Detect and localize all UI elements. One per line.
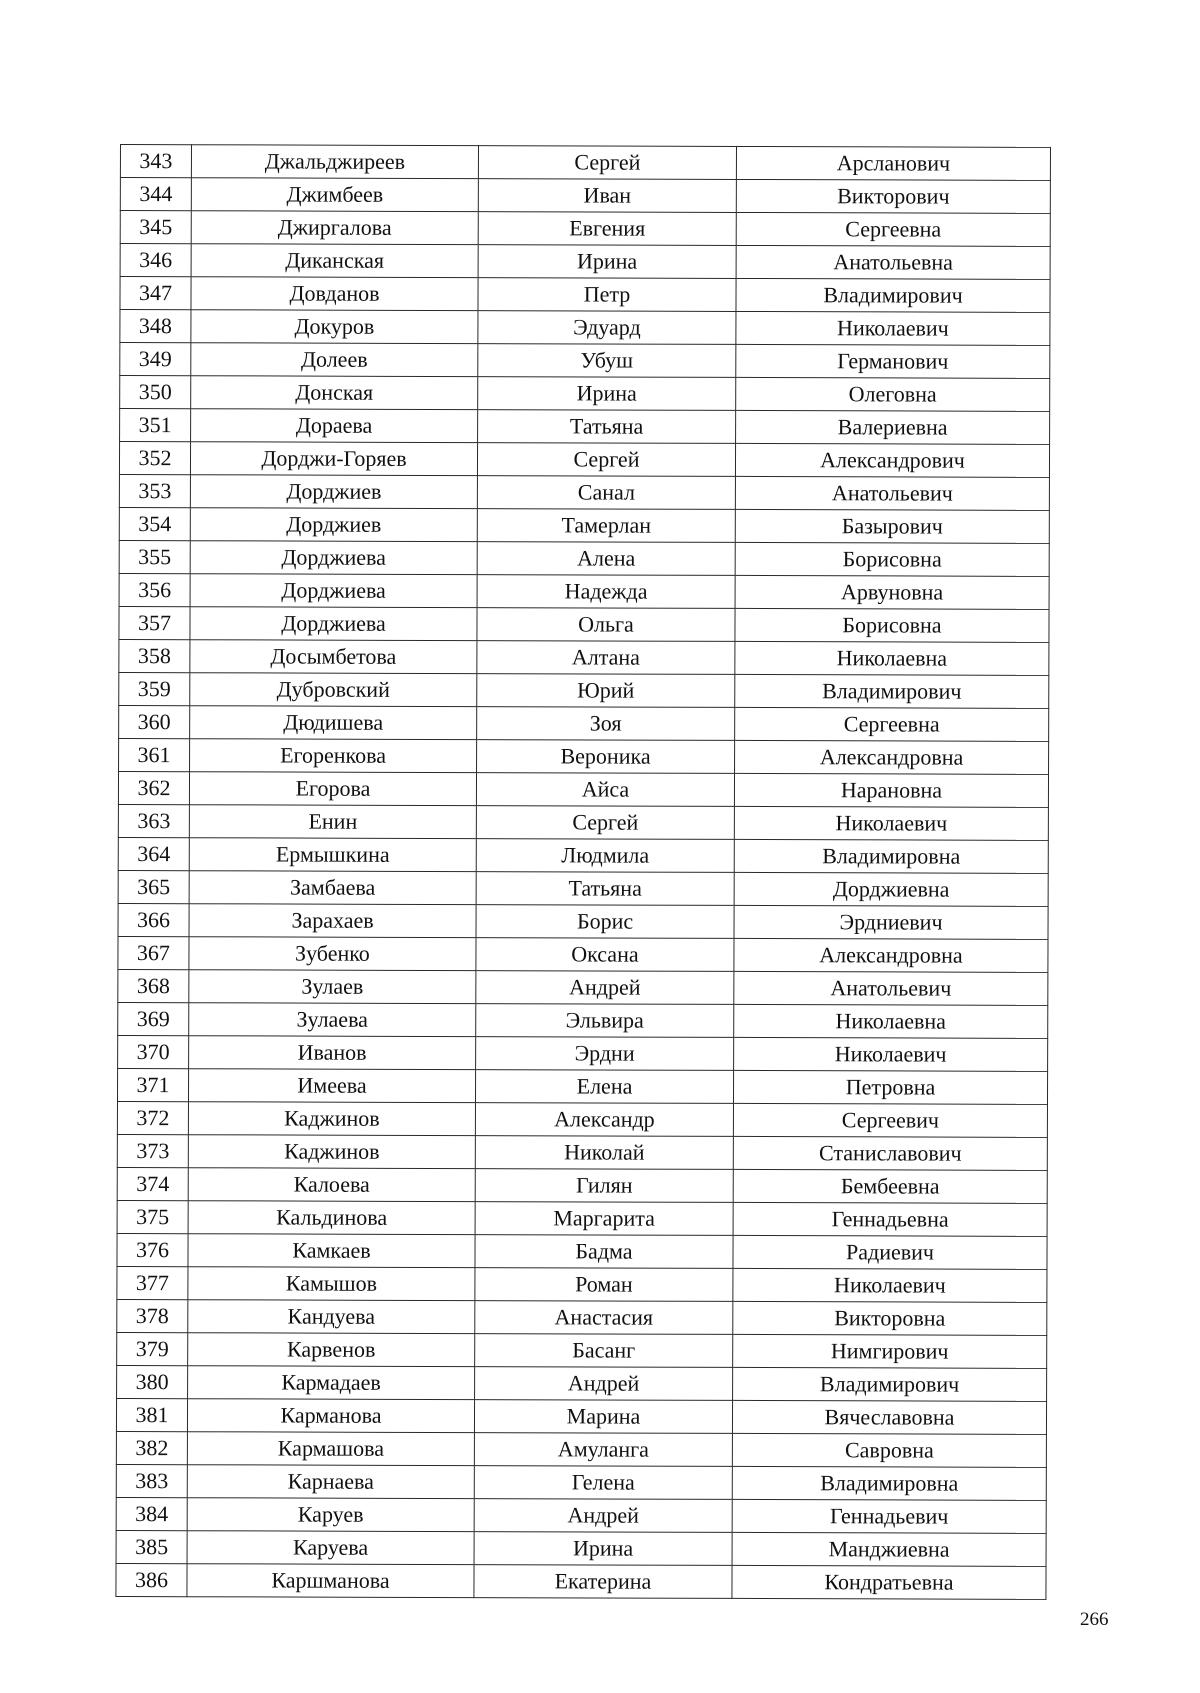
first-name-cell: Людмила (476, 839, 734, 873)
table-row (117, 1200, 1047, 1236)
first-name-cell: Эрдни (476, 1037, 734, 1071)
first-name-cell: Борис (476, 905, 734, 939)
last-name-cell: Дорджиева (190, 574, 477, 608)
table-row (119, 639, 1049, 675)
last-name-cell: Донская (191, 376, 478, 410)
last-name-cell: Зубенко (189, 937, 476, 971)
table-row (117, 1365, 1047, 1401)
patronymic-cell: Викторович (736, 179, 1050, 213)
last-name-cell: Ермышкина (189, 838, 476, 872)
first-name-cell: Алтана (477, 641, 735, 675)
row-number-cell: 369 (118, 1002, 189, 1035)
table-row (118, 771, 1048, 807)
row-number-cell: 386 (116, 1563, 187, 1596)
table-row (117, 1332, 1047, 1368)
last-name-cell: Досымбетова (190, 640, 477, 674)
last-name-cell: Каджинов (188, 1135, 475, 1169)
patronymic-cell: Викторовна (733, 1301, 1047, 1335)
row-number-cell: 385 (116, 1530, 187, 1563)
first-name-cell: Петр (478, 278, 736, 312)
last-name-cell: Довданов (191, 277, 478, 311)
row-number-cell: 364 (118, 837, 189, 870)
last-name-cell: Дорджиев (190, 475, 477, 509)
last-name-cell: Карманова (187, 1399, 474, 1433)
row-number-cell: 356 (119, 573, 190, 606)
table-row (119, 474, 1049, 510)
patronymic-cell: Владимирович (733, 1367, 1047, 1401)
patronymic-cell: Николаевич (734, 1037, 1048, 1071)
row-number-cell: 345 (120, 211, 191, 244)
row-number-cell: 376 (117, 1233, 188, 1266)
patronymic-cell: Геннадьевич (732, 1499, 1046, 1533)
patronymic-cell: Арсланович (736, 146, 1050, 180)
last-name-cell: Каджинов (188, 1102, 475, 1136)
patronymic-cell: Бембеевна (733, 1169, 1047, 1203)
patronymic-cell: Геннадьевна (733, 1202, 1047, 1236)
first-name-cell: Амуланга (474, 1433, 732, 1467)
last-name-cell: Камышов (188, 1267, 475, 1301)
first-name-cell: Марина (474, 1400, 732, 1434)
row-number-cell: 374 (117, 1167, 188, 1200)
table-row (116, 1431, 1046, 1467)
row-number-cell: 363 (118, 804, 189, 837)
row-number-cell: 357 (119, 606, 190, 639)
table-row (117, 1266, 1047, 1302)
last-name-cell: Джимбеев (191, 178, 478, 212)
names-table (115, 144, 1051, 1600)
table-row (116, 1464, 1046, 1500)
first-name-cell: Эльвира (476, 1004, 734, 1038)
last-name-cell: Енин (189, 805, 476, 839)
last-name-cell: Дюдишева (190, 706, 477, 740)
page-number: 266 (1080, 1609, 1109, 1630)
last-name-cell: Докуров (191, 310, 478, 344)
row-number-cell: 361 (119, 738, 190, 771)
last-name-cell: Диканская (191, 244, 478, 278)
patronymic-cell: Борисовна (735, 608, 1049, 642)
table-row (118, 1002, 1048, 1038)
table-row (120, 310, 1050, 346)
table-row (117, 1167, 1047, 1203)
first-name-cell: Сергей (477, 443, 735, 477)
patronymic-cell: Александрович (735, 443, 1049, 477)
first-name-cell: Николай (475, 1136, 733, 1170)
last-name-cell: Дорджиева (190, 541, 477, 575)
patronymic-cell: Николаевич (736, 311, 1050, 345)
last-name-cell: Кармашова (187, 1432, 474, 1466)
table-row (118, 903, 1048, 939)
table-row (120, 244, 1050, 280)
first-name-cell: Евгения (478, 212, 736, 246)
first-name-cell: Сергей (478, 146, 736, 180)
last-name-cell: Кальдинова (188, 1201, 475, 1235)
last-name-cell: Каршманова (187, 1564, 474, 1598)
patronymic-cell: Вячеславовна (732, 1400, 1046, 1434)
patronymic-cell: Анатольевна (736, 245, 1050, 279)
last-name-cell: Дорджиев (190, 508, 477, 542)
first-name-cell: Екатерина (474, 1565, 732, 1599)
table-row (119, 705, 1049, 741)
table-row (120, 211, 1050, 247)
patronymic-cell: Владимирович (735, 674, 1049, 708)
table-row (118, 969, 1048, 1005)
table-row (120, 343, 1050, 379)
row-number-cell: 377 (117, 1266, 188, 1299)
first-name-cell: Анастасия (475, 1301, 733, 1335)
first-name-cell: Роман (475, 1268, 733, 1302)
last-name-cell: Зулаев (189, 970, 476, 1004)
first-name-cell: Сергей (476, 806, 734, 840)
first-name-cell: Айса (476, 773, 734, 807)
row-number-cell: 372 (117, 1101, 188, 1134)
row-number-cell: 358 (119, 639, 190, 672)
last-name-cell: Егоренкова (190, 739, 477, 773)
row-number-cell: 378 (117, 1299, 188, 1332)
table-row (118, 936, 1048, 972)
first-name-cell: Андрей (475, 1367, 733, 1401)
row-number-cell: 352 (119, 442, 190, 475)
row-number-cell: 381 (116, 1398, 187, 1431)
table-row (118, 1035, 1048, 1071)
row-number-cell: 344 (120, 178, 191, 211)
row-number-cell: 360 (119, 705, 190, 738)
patronymic-cell: Олеговна (736, 377, 1050, 411)
patronymic-cell: Эрдниевич (734, 905, 1048, 939)
first-name-cell: Басанг (475, 1334, 733, 1368)
table-row (119, 606, 1049, 642)
patronymic-cell: Анатольевич (735, 476, 1049, 510)
first-name-cell: Зоя (477, 707, 735, 741)
first-name-cell: Елена (475, 1070, 733, 1104)
row-number-cell: 384 (116, 1497, 187, 1530)
row-number-cell: 350 (120, 376, 191, 409)
first-name-cell: Оксана (476, 938, 734, 972)
row-number-cell: 362 (118, 771, 189, 804)
first-name-cell: Ирина (474, 1532, 732, 1566)
last-name-cell: Иванов (189, 1036, 476, 1070)
last-name-cell: Зарахаев (189, 904, 476, 938)
first-name-cell: Бадма (475, 1235, 733, 1269)
first-name-cell: Александр (475, 1103, 733, 1137)
patronymic-cell: Арвуновна (735, 575, 1049, 609)
last-name-cell: Калоева (188, 1168, 475, 1202)
table-row (116, 1497, 1046, 1533)
row-number-cell: 379 (117, 1332, 188, 1365)
row-number-cell: 380 (117, 1365, 188, 1398)
patronymic-cell: Сергеевич (733, 1103, 1047, 1137)
first-name-cell: Маргарита (475, 1202, 733, 1236)
table-row (120, 409, 1050, 445)
last-name-cell: Каруев (187, 1498, 474, 1532)
row-number-cell: 354 (119, 507, 190, 540)
first-name-cell: Гилян (475, 1169, 733, 1203)
first-name-cell: Иван (478, 179, 736, 213)
patronymic-cell: Германович (736, 344, 1050, 378)
row-number-cell: 371 (117, 1068, 188, 1101)
row-number-cell: 368 (118, 969, 189, 1002)
table-row (119, 540, 1049, 576)
table-row (117, 1134, 1047, 1170)
last-name-cell: Карвенов (188, 1333, 475, 1367)
table-row (116, 1530, 1046, 1566)
last-name-cell: Зулаева (189, 1003, 476, 1037)
first-name-cell: Санал (477, 476, 735, 510)
table-row (119, 507, 1049, 543)
patronymic-cell: Владимировна (732, 1466, 1046, 1500)
row-number-cell: 355 (119, 540, 190, 573)
row-number-cell: 366 (118, 903, 189, 936)
table-row (117, 1101, 1047, 1137)
table-row (118, 804, 1048, 840)
row-number-cell: 349 (120, 343, 191, 376)
row-number-cell: 346 (120, 244, 191, 277)
row-number-cell: 353 (119, 474, 190, 507)
first-name-cell: Юрий (477, 674, 735, 708)
table-row (120, 277, 1050, 313)
row-number-cell: 351 (120, 409, 191, 442)
table-row (120, 376, 1050, 412)
last-name-cell: Дораева (191, 409, 478, 443)
patronymic-cell: Владимирович (736, 278, 1050, 312)
first-name-cell: Андрей (474, 1499, 732, 1533)
first-name-cell: Ирина (478, 245, 736, 279)
first-name-cell: Надежда (477, 575, 735, 609)
first-name-cell: Татьяна (476, 872, 734, 906)
row-number-cell: 373 (117, 1134, 188, 1167)
patronymic-cell: Николаевич (734, 806, 1048, 840)
patronymic-cell: Дорджиевна (734, 872, 1048, 906)
table-row (117, 1068, 1047, 1104)
last-name-cell: Замбаева (189, 871, 476, 905)
first-name-cell: Эдуард (478, 311, 736, 345)
table-row (119, 672, 1049, 708)
names-table-body (116, 145, 1051, 1600)
table-row (117, 1299, 1047, 1335)
first-name-cell: Вероника (477, 740, 735, 774)
row-number-cell: 375 (117, 1200, 188, 1233)
row-number-cell: 367 (118, 936, 189, 969)
last-name-cell: Карнаева (187, 1465, 474, 1499)
first-name-cell: Убуш (478, 344, 736, 378)
patronymic-cell: Александровна (735, 740, 1049, 774)
last-name-cell: Егорова (189, 772, 476, 806)
patronymic-cell: Станиславович (733, 1136, 1047, 1170)
row-number-cell: 348 (120, 310, 191, 343)
table-row (119, 442, 1049, 478)
first-name-cell: Алена (477, 542, 735, 576)
table-row (116, 1398, 1046, 1434)
table-row (118, 870, 1048, 906)
first-name-cell: Гелена (474, 1466, 732, 1500)
patronymic-cell: Петровна (733, 1070, 1047, 1104)
last-name-cell: Джальджиреев (191, 145, 478, 179)
patronymic-cell: Манджиевна (732, 1532, 1046, 1566)
row-number-cell: 343 (120, 145, 191, 178)
table-row (119, 738, 1049, 774)
table-row (116, 1563, 1046, 1599)
patronymic-cell: Базырович (735, 509, 1049, 543)
patronymic-cell: Валериевна (736, 410, 1050, 444)
first-name-cell: Тамерлан (477, 509, 735, 543)
patronymic-cell: Николаевич (733, 1268, 1047, 1302)
last-name-cell: Дубровский (190, 673, 477, 707)
patronymic-cell: Сергеевна (735, 707, 1049, 741)
row-number-cell: 347 (120, 277, 191, 310)
last-name-cell: Имеева (188, 1069, 475, 1103)
patronymic-cell: Николаевна (735, 641, 1049, 675)
last-name-cell: Каруева (187, 1531, 474, 1565)
patronymic-cell: Нарановна (734, 773, 1048, 807)
row-number-cell: 382 (116, 1431, 187, 1464)
patronymic-cell: Борисовна (735, 542, 1049, 576)
first-name-cell: Ирина (478, 377, 736, 411)
patronymic-cell: Анатольевич (734, 971, 1048, 1005)
last-name-cell: Кандуева (188, 1300, 475, 1334)
table-row (119, 573, 1049, 609)
patronymic-cell: Владимировна (734, 839, 1048, 873)
last-name-cell: Долеев (191, 343, 478, 377)
patronymic-cell: Савровна (732, 1433, 1046, 1467)
last-name-cell: Камкаев (188, 1234, 475, 1268)
patronymic-cell: Нимгирович (733, 1334, 1047, 1368)
first-name-cell: Андрей (476, 971, 734, 1005)
row-number-cell: 370 (118, 1035, 189, 1068)
last-name-cell: Джиргалова (191, 211, 478, 245)
last-name-cell: Дорджи-Горяев (190, 442, 477, 476)
table-row (120, 178, 1050, 214)
patronymic-cell: Кондратьевна (732, 1565, 1046, 1599)
row-number-cell: 365 (118, 870, 189, 903)
patronymic-cell: Сергеевна (736, 212, 1050, 246)
last-name-cell: Дорджиева (190, 607, 477, 641)
patronymic-cell: Николаевна (734, 1004, 1048, 1038)
table-row (120, 145, 1050, 181)
table-row (118, 837, 1048, 873)
first-name-cell: Татьяна (478, 410, 736, 444)
last-name-cell: Кармадаев (188, 1366, 475, 1400)
row-number-cell: 383 (116, 1464, 187, 1497)
patronymic-cell: Александровна (734, 938, 1048, 972)
patronymic-cell: Радиевич (733, 1235, 1047, 1269)
table-row (117, 1233, 1047, 1269)
row-number-cell: 359 (119, 672, 190, 705)
first-name-cell: Ольга (477, 608, 735, 642)
